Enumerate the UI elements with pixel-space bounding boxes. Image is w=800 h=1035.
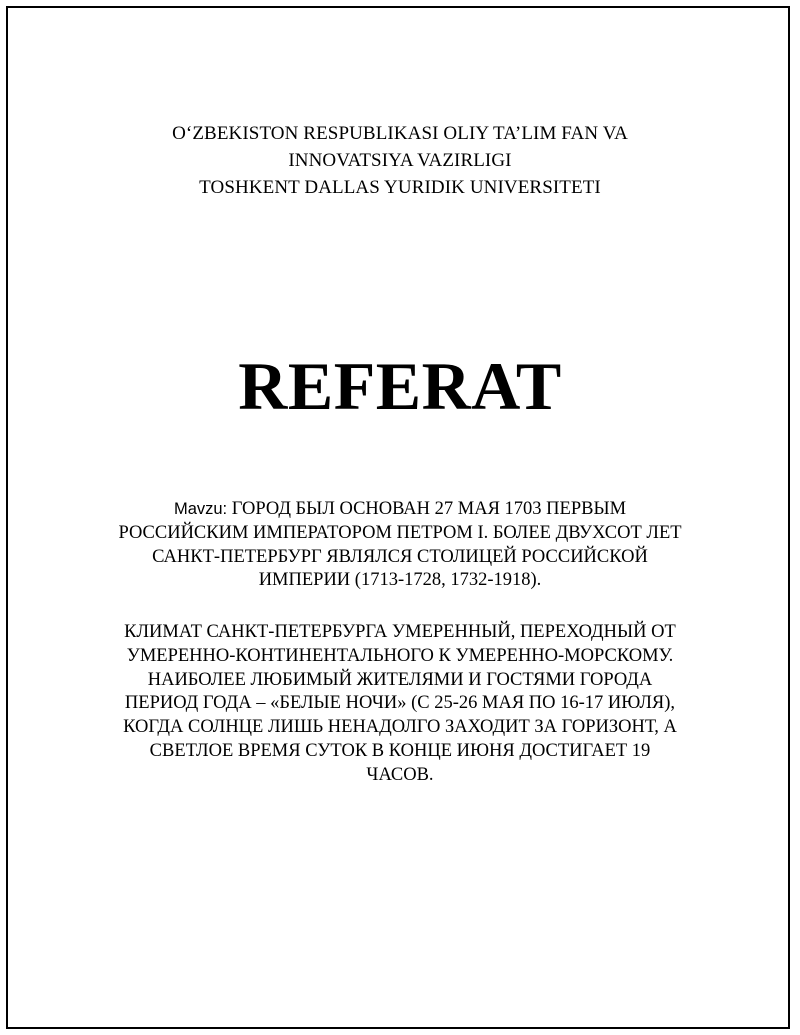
topic-line-1-text: ГОРОД БЫЛ ОСНОВАН 27 МАЯ 1703 ПЕРВЫМ [231, 499, 627, 519]
topic-line-2: РОССИЙСКИМ ИМПЕРАТОРОМ ПЕТРОМ I. БОЛЕЕ ДВУХСОТ ЛЕТ [118, 522, 682, 543]
climate-line-5: КОГДА СОЛНЦЕ ЛИШЬ НЕНАДОЛГО ЗАХОДИТ ЗА ГОРИЗОНТ, А [123, 717, 677, 738]
topic-label: Mavzu: [173, 500, 228, 518]
climate-line-3: НАИБОЛЕЕ ЛЮБИМЫЙ ЖИТЕЛЯМИ И ГОСТЯМИ ГОРОДА [147, 669, 653, 690]
header-line-ministry-2: INNOVATSIYA VAZIRLIGI [288, 150, 512, 171]
header-line-ministry-1: O‘ZBEKISTON RESPUBLIKASI OLIY TA’LIM FAN VA [172, 123, 628, 144]
climate-line-7: ЧАСОВ. [366, 764, 434, 785]
topic-paragraph [100, 498, 700, 593]
climate-line-4: ПЕРИОД ГОДА – «БЕЛЫЕ НОЧИ» (С 25-26 МАЯ ПО 16-17 ИЮЛЯ), [124, 693, 676, 714]
topic-line-3: САНКТ-ПЕТЕРБУРГ ЯВЛЯЛСЯ СТОЛИЦЕЙ РОССИЙСКОЙ [152, 546, 648, 567]
climate-line-2: УМЕРЕННО-КОНТИНЕНТАЛЬНОГО К УМЕРЕННО-МОРСКОМУ. [126, 645, 674, 666]
topic-line-4: ИМПЕРИИ (1713-1728, 1732-1918). [258, 570, 542, 591]
climate-line-6: СВЕТЛОЕ ВРЕМЯ СУТОК В КОНЦЕ ИЮНЯ ДОСТИГАЕТ 19 [149, 740, 651, 761]
header-line-university: TOSHKENT DALLAS YURIDIK UNIVERSITETI [199, 177, 601, 198]
climate-paragraph [100, 621, 700, 788]
climate-line-1: КЛИМАТ САНКТ-ПЕТЕРБУРГА УМЕРЕННЫЙ, ПЕРЕХОДНЫЙ ОТ [124, 622, 676, 642]
institution-header [0, 120, 800, 201]
topic-line-1 [100, 498, 700, 522]
document-title: REFERAT [238, 348, 562, 424]
